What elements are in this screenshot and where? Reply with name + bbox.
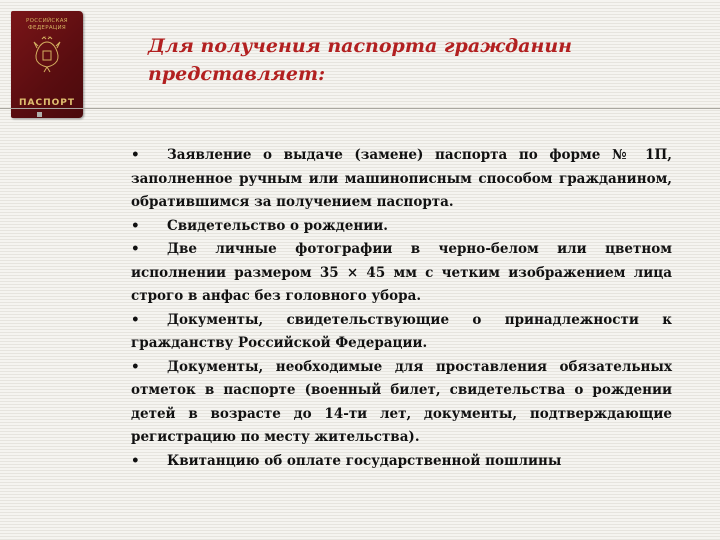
list-item <box>131 238 672 309</box>
divider-marker <box>37 112 42 117</box>
list-item-text: Свидетельство о рождении. <box>167 217 389 234</box>
bullet: • <box>131 311 140 328</box>
bullet: • <box>131 358 140 375</box>
list-item <box>131 309 672 356</box>
bullet: • <box>131 147 140 163</box>
double-headed-eagle-icon <box>31 36 63 74</box>
passport-title-text: ПАСПОРТ <box>18 98 76 108</box>
list-item-text: Документы, необходимые для проставления обязательных отметок в паспорте (военный билет, свидетельства о рождении детей в возрасте до 14-ти лет, документы, подтверждающие регистрацию по месту жительства). <box>131 358 672 445</box>
bullet: • <box>131 241 140 257</box>
header-divider <box>0 108 720 109</box>
list-item <box>131 215 672 239</box>
list-item-text: Квитанцию об оплате государственной пошлины <box>167 452 562 469</box>
passport-country-text: РОССИЙСКАЯ ФЕДЕРАЦИЯ <box>26 18 68 31</box>
list-item-text: Две личные фотографии в черно-белом или цветном исполнении размером 35 × 45 мм с четким изображением лица строго в анфас без головного убора. <box>131 241 672 304</box>
list-item <box>131 144 672 215</box>
list-item <box>131 356 672 450</box>
slide-title: Для получения паспорта гражданин представляет: <box>148 35 572 85</box>
list-item <box>131 450 672 474</box>
list-item-text: Документы, свидетельствующие о принадлежности к гражданству Российской Федерации. <box>131 311 672 351</box>
bullet: • <box>131 217 140 234</box>
requirements-list <box>131 144 672 473</box>
list-item-text: Заявление о выдаче (замене) паспорта по форме № 1П, заполненное ручным или машинописным способом гражданином, обратившимся за получением паспорта. <box>131 147 672 210</box>
bullet: • <box>131 452 140 469</box>
passport-image <box>11 11 83 118</box>
